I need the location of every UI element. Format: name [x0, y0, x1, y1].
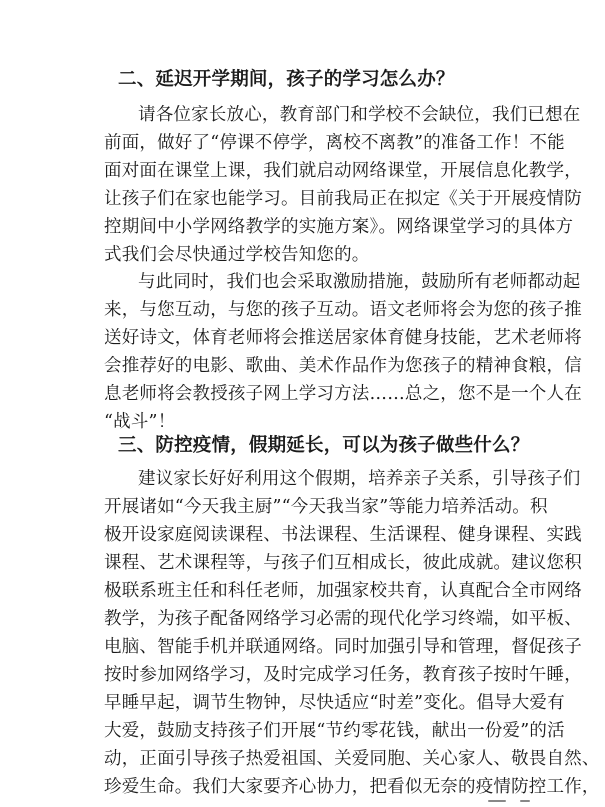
section-3-para-1-line-10: 大爱，鼓励支持孩子们开展“节约零花钱，献出一份爱”的活: [104, 721, 565, 741]
section-3-heading: 三、防控疫情，假期延长，可以为孩子做些什么？: [118, 435, 530, 456]
section-3-para-1-line-1: 建议家长好好利用这个假期，培养亲子关系，引导孩子们: [138, 469, 581, 489]
section-2-para-1-line-6: 式我们会尽快通过学校告知您的。: [104, 245, 370, 265]
section-3-para-1-line-5: 极联系班主任和科任老师，加强家校共育，认真配合全市网络: [104, 581, 582, 601]
section-2-para-1-line-3: 面对面在课堂上课，我们就启动网络课堂，开展信息化教学，: [104, 161, 582, 181]
section-2-para-2-line-4: 会推荐好的电影、歌曲、美术作品作为您孩子的精神食粮，信: [104, 356, 582, 376]
scan-artifact: [520, 800, 530, 802]
section-2-para-1-line-1: 请各位家长放心，教育部门和学校不会缺位，我们已想在: [138, 105, 581, 125]
section-3-para-1-line-9: 早睡早起，调节生物钟，尽快适应“时差”变化。倡导大爱有: [104, 693, 565, 713]
scan-artifact: [488, 800, 506, 802]
section-2-para-2-line-3: 送好诗文，体育老师将会推送居家体育健身技能，艺术老师将: [104, 328, 582, 348]
section-3-para-1-line-2: 开展诸如“今天我主厨”“今天我当家”等能力培养活动。积: [104, 497, 548, 517]
section-3-para-1-line-3: 极开设家庭阅读课程、书法课程、生活课程、健身课程、实践: [104, 525, 582, 545]
section-3-para-1-line-6: 教学，为孩子配备网络学习必需的现代化学习终端，如平板、: [104, 609, 582, 629]
section-2-heading: 二、延迟开学期间，孩子的学习怎么办？: [118, 69, 455, 90]
section-3-para-1-line-11: 动，正面引导孩子热爱祖国、关爱同胞、关心家人、敬畏自然、: [104, 749, 600, 769]
section-2-para-2-line-6: “战斗”！: [104, 412, 176, 432]
section-2-para-2-line-2: 来，与您互动，与您的孩子互动。语文老师将会为您的孩子推: [104, 300, 582, 320]
section-2-para-2-line-5: 息老师将会教授孩子网上学习方法……总之，您不是一个人在: [104, 384, 582, 404]
section-2-para-1-line-2: 前面，做好了“停课不停学，离校不离教”的准备工作！不能: [104, 133, 565, 153]
section-2-para-1-line-5: 控期间中小学网络教学的实施方案》。网络课堂学习的具体方: [104, 217, 574, 237]
section-3-para-1-line-7: 电脑、智能手机并联通网络。同时加强引导和管理，督促孩子: [104, 637, 582, 657]
section-3-para-1-line-12: 珍爱生命。我们大家要齐心协力，把看似无奈的疫情防控工作，: [104, 777, 600, 797]
section-2-para-2-line-1: 与此同时，我们也会采取激励措施，鼓励所有老师都动起: [138, 272, 581, 292]
section-3-para-1-line-8: 按时参加网络学习，及时完成学习任务，教育孩子按时午睡，: [104, 665, 582, 685]
section-3-para-1-line-4: 课程、艺术课程等，与孩子们互相成长，彼此成就。建议您积: [104, 553, 582, 573]
section-2-para-1-line-4: 让孩子们在家也能学习。目前我局正在拟定《关于开展疫情防: [104, 189, 582, 209]
